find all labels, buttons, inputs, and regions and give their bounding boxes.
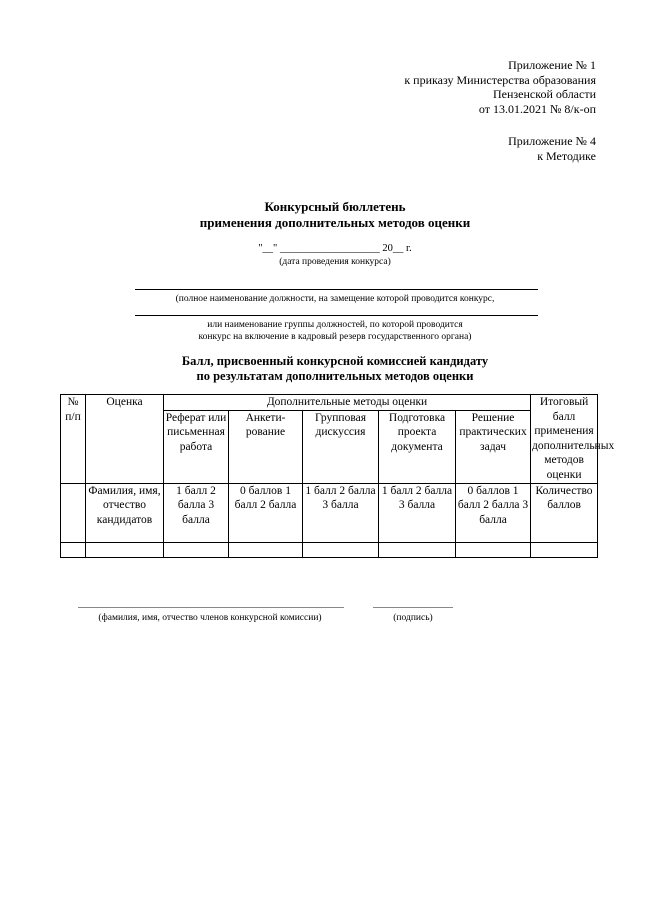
method-group-discussion: Групповая дискуссия <box>303 410 379 483</box>
total-label: Количество баллов <box>531 483 598 542</box>
table-subtitle-line-2: по результатам дополнительных методов оценки <box>196 369 474 383</box>
score-survey: 0 баллов 1 балл 2 балла <box>229 483 303 542</box>
table-subtitle <box>0 354 670 384</box>
empty-cell[interactable] <box>86 542 164 557</box>
appendix-4-title: Приложение № 4 <box>508 134 596 148</box>
empty-cell[interactable] <box>379 542 456 557</box>
document-title-line-2: применения дополнительных методов оценки <box>199 215 471 230</box>
col-total-header: Итоговый балл применения дополнительных методов оценки <box>531 395 598 484</box>
position-line-2 <box>135 315 538 316</box>
method-essay: Реферат или письменная работа <box>164 410 229 483</box>
empty-cell[interactable] <box>456 542 531 557</box>
col-number-header: № п/п <box>61 395 86 484</box>
score-group-discussion: 1 балл 2 балла 3 балла <box>303 483 379 542</box>
position-caption-3: конкурс на включение в кадровый резерв государственного органа) <box>198 332 472 342</box>
appendix-1-order: к приказу Министерства образования <box>404 72 596 87</box>
position-caption-1: (полное наименование должности, на замещение которой проводится конкурс, <box>175 294 495 304</box>
appendix-1-title: Приложение № 1 <box>508 58 596 72</box>
commission-names-line <box>78 607 344 608</box>
empty-cell[interactable] <box>164 542 229 557</box>
empty-cell[interactable] <box>303 542 379 557</box>
col-assessment-header: Оценка <box>86 395 164 484</box>
score-practical-tasks: 0 баллов 1 балл 2 балла 3 балла <box>456 483 531 542</box>
document-title-line-1: Конкурсный бюллетень <box>264 199 406 214</box>
date-line: "__" ___________________ 20__ г. <box>258 243 412 254</box>
position-caption-2: или наименование группы должностей, по которой проводится <box>207 320 463 330</box>
commission-names-caption: (фамилия, имя, отчество членов конкурсной комиссии) <box>98 613 322 623</box>
table-row <box>61 542 598 557</box>
empty-cell[interactable] <box>531 542 598 557</box>
date-caption: (дата проведения конкурса) <box>279 257 391 267</box>
signature-caption: (подпись) <box>393 613 433 623</box>
score-row-number <box>61 483 86 542</box>
score-essay: 1 балл 2 балла 3 балла <box>164 483 229 542</box>
appendix-1-block <box>404 58 596 116</box>
appendix-4-method: к Методике <box>537 148 596 163</box>
empty-cell[interactable] <box>229 542 303 557</box>
table-subtitle-line-1: Балл, присвоенный конкурсной комиссией кандидату <box>181 354 489 368</box>
method-practical-tasks: Решение практических задач <box>456 410 531 483</box>
method-survey: Анкети-рование <box>229 410 303 483</box>
ballot-table <box>60 394 615 558</box>
document-title <box>0 199 670 231</box>
appendix-4-block <box>508 134 596 163</box>
empty-cell[interactable] <box>61 542 86 557</box>
appendix-1-date: от 13.01.2021 № 8/к-оп <box>478 101 596 116</box>
score-document-draft: 1 балл 2 балла 3 балла <box>379 483 456 542</box>
signature-line <box>373 607 453 608</box>
col-methods-header: Дополнительные методы оценки <box>164 395 531 411</box>
position-line-1 <box>135 289 538 290</box>
appendix-1-region: Пензенской области <box>493 87 596 101</box>
candidate-label: Фамилия, имя, отчество кандидатов <box>86 483 164 542</box>
method-document-draft: Подготовка проекта документа <box>379 410 456 483</box>
